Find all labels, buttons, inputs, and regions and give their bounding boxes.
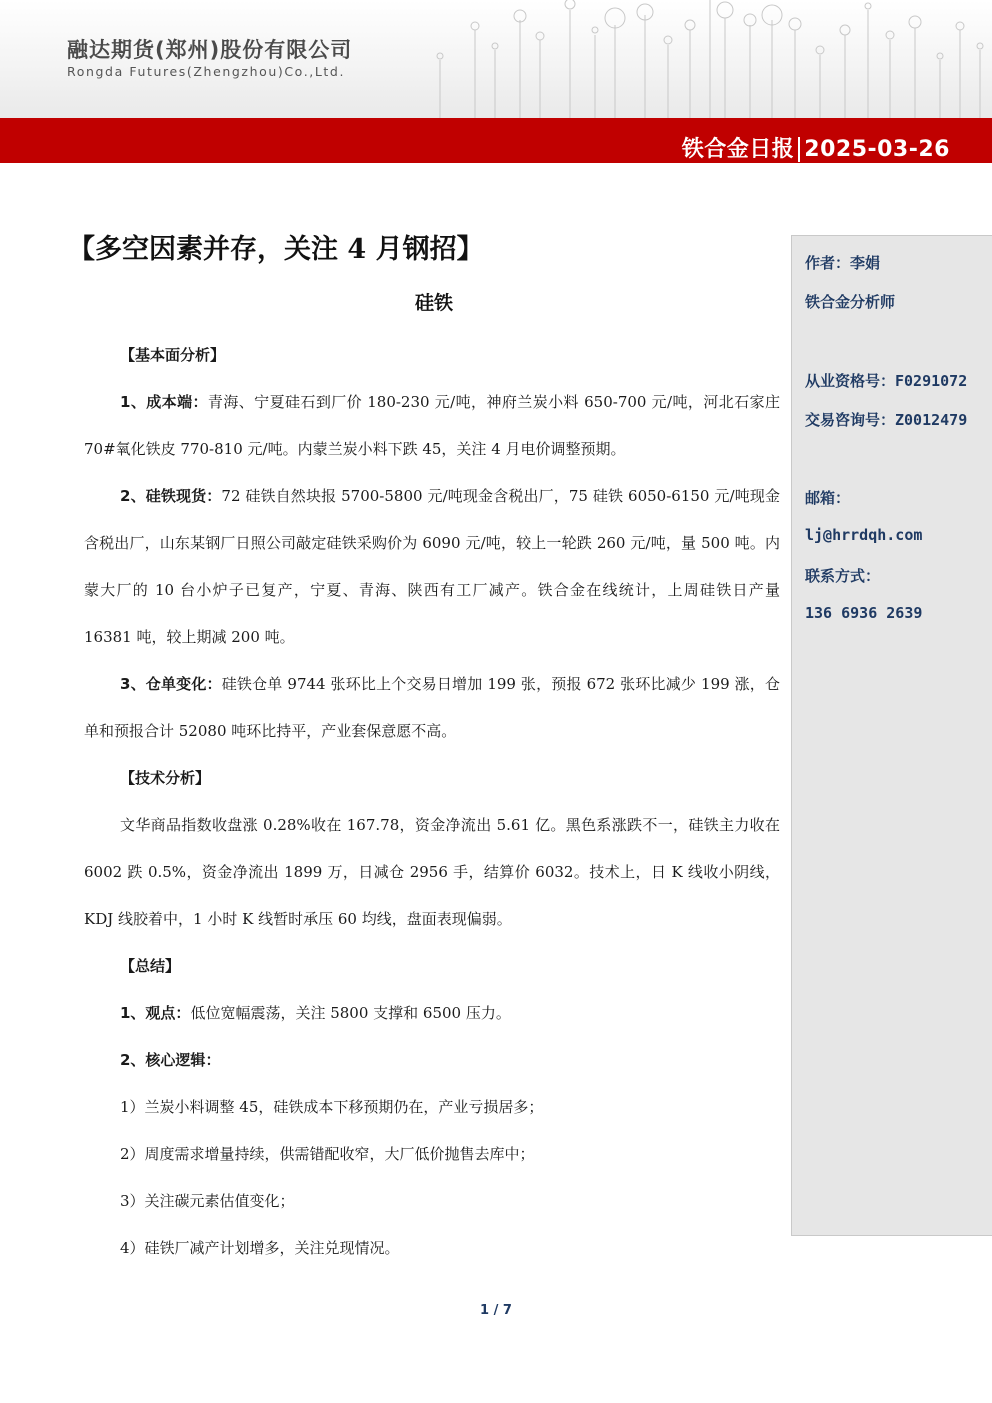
author-name: 作者：李娟 — [805, 254, 881, 272]
contact-label: 联系方式： — [805, 567, 881, 585]
decorative-lines-graphic — [400, 0, 992, 118]
author-role: 铁合金分析师 — [805, 293, 896, 311]
text-cost: 青海、宁夏硅石到厂价 180-230 元/吨，神府兰炭小料 650-700 元/吨，河北石家庄 70#氧化铁皮 770-810 元/吨。内蒙兰炭小料下跌 45，关注 4 月电价调整预期。 — [84, 393, 780, 458]
logic-item: 2）周度需求增量持续，供需错配收窄，大厂低价抛售去库中； — [120, 1145, 535, 1163]
report-body — [84, 332, 780, 1272]
page-number: 1 / 7 — [480, 1303, 512, 1318]
email-link[interactable]: lj@hrrdqh.com — [805, 526, 923, 544]
label-view: 1、观点： — [120, 1004, 191, 1022]
phone-number: 136 6936 2639 — [805, 604, 923, 622]
title-divider — [798, 137, 800, 162]
label-logic: 2、核心逻辑： — [120, 1051, 221, 1069]
label-warehouse: 3、仓单变化： — [120, 675, 222, 693]
logic-item: 1）兰炭小料调整 45，硅铁成本下移预期仍在，产业亏损居多； — [120, 1098, 544, 1116]
section-heading-summary: 【总结】 — [120, 957, 181, 975]
paragraph-cost — [84, 379, 780, 473]
text-view: 低位宽幅震荡，关注 5800 支撑和 6500 压力。 — [190, 1004, 511, 1022]
paragraph-warehouse — [84, 661, 780, 755]
author-sidebar — [791, 235, 992, 1236]
text-warehouse: 硅铁仓单 9744 张环比上个交易日增加 199 张，预报 672 张环比减少 199 涨，仓单和预报合计 52080 吨环比持平，产业套保意愿不高。 — [84, 675, 780, 740]
page-title: 【多空因素并存，关注 4 月钢招】 — [68, 234, 484, 265]
section-heading-technical: 【技术分析】 — [120, 769, 211, 787]
header-banner — [0, 0, 992, 118]
company-name-cn: 融达期货(郑州)股份有限公司 — [67, 38, 353, 62]
license-number: 从业资格号：F0291072 — [805, 372, 968, 390]
section-heading-fundamental: 【基本面分析】 — [120, 346, 226, 364]
paragraph-technical: 文华商品指数收盘涨 0.28%收在 167.78，资金净流出 5.61 亿。黑色系涨跌不一，硅铁主力收在 6002 跌 0.5%，资金净流出 1899 万，日减仓 2956 手，结算价 6032。技术上，日 K 线收小阴线，KDJ 线胶着中，1 小时 K 线暂时承压 60 均线，盘面表现偏弱。 — [84, 816, 780, 928]
consult-number: 交易咨询号：Z0012479 — [805, 411, 968, 429]
logic-item: 4）硅铁厂减产计划增多，关注兑现情况。 — [120, 1239, 400, 1257]
label-spot: 2、硅铁现货： — [120, 487, 222, 505]
text-spot: 72 硅铁自然块报 5700-5800 元/吨现金含税出厂，75 硅铁 6050-6150 元/吨现金含税出厂，山东某钢厂日照公司敲定硅铁采购价为 6090 元/吨，较上一轮跌 260 元/吨，量 500 吨。内蒙大厂的 10 台小炉子已复产，宁夏、青海、陕西有工厂减产。铁合金在线统计，上周硅铁日产量 16381 吨，较上期减 200 吨。 — [84, 487, 780, 646]
company-name-en: Rongda Futures(Zhengzhou)Co.,Ltd. — [67, 64, 346, 79]
email-label: 邮箱： — [805, 489, 851, 507]
paragraph-logic-label — [84, 1037, 780, 1084]
logic-item: 3）关注碳元素估值变化； — [120, 1192, 295, 1210]
page-subtitle: 硅铁 — [414, 292, 453, 314]
paragraph-view — [84, 990, 780, 1037]
report-title — [682, 132, 950, 163]
report-name: 铁合金日报 — [681, 137, 795, 162]
paragraph-spot — [84, 473, 780, 661]
report-date: 2025-03-26 — [804, 137, 950, 162]
label-cost: 1、成本端： — [120, 393, 208, 411]
